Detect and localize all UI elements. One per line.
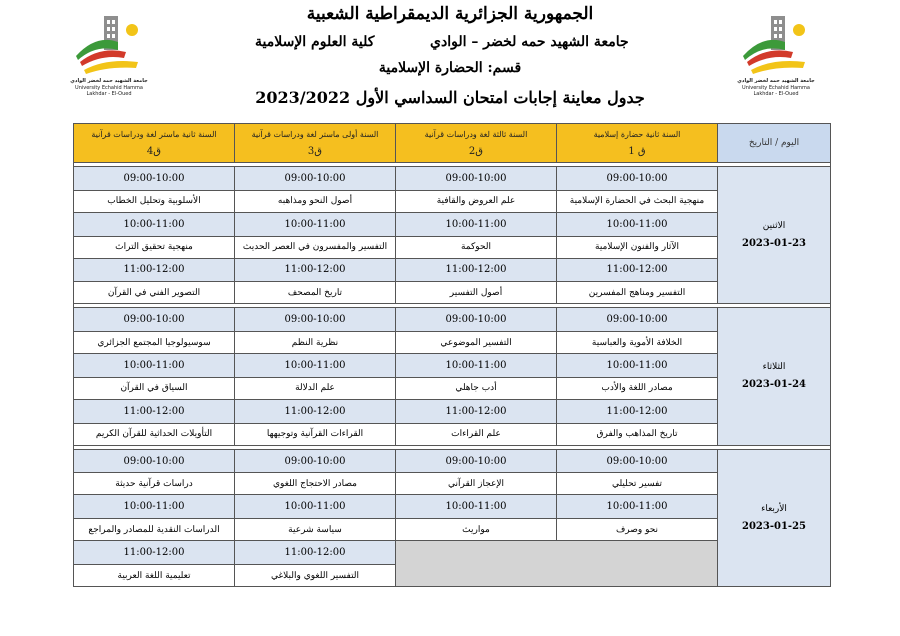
time-cell: 11:00-12:00 — [235, 399, 396, 423]
time-cell: 10:00-11:00 — [396, 354, 557, 378]
time-cell: 10:00-11:00 — [557, 495, 718, 519]
time-cell: 09:00-10:00 — [74, 167, 235, 191]
time-cell: 10:00-11:00 — [557, 212, 718, 236]
time-row — [74, 495, 831, 519]
logo-caption-ar: جامعة الشهيد حمه لخضر الوادي — [737, 78, 815, 84]
time-cell: 11:00-12:00 — [557, 258, 718, 282]
year-label: السنة ثانية ماستر لغة ودراسات قرآنية — [91, 130, 217, 139]
subject-cell: علم الدلالة — [235, 377, 396, 399]
university-logo-left — [66, 12, 152, 96]
subject-cell: علم القراءات — [396, 423, 557, 445]
day-cell — [718, 449, 831, 586]
year-label: السنة أولى ماستر لغة ودراسات قرآنية — [251, 130, 379, 139]
subject-row — [74, 473, 831, 495]
time-cell: 09:00-10:00 — [235, 449, 396, 473]
time-cell: 10:00-11:00 — [396, 495, 557, 519]
time-cell: 09:00-10:00 — [396, 308, 557, 332]
day-name: الأربعاء — [761, 503, 787, 514]
time-cell: 10:00-11:00 — [557, 354, 718, 378]
subject-row — [74, 282, 831, 304]
subject-cell: نحو وصرف — [557, 519, 718, 541]
empty-cell — [396, 541, 718, 587]
time-cell: 11:00-12:00 — [74, 541, 235, 565]
time-cell: 09:00-10:00 — [396, 167, 557, 191]
subject-cell: تاريخ المصحف — [235, 282, 396, 304]
subject-cell: سياسة شرعية — [235, 519, 396, 541]
subject-cell: الآثار والفنون الإسلامية — [557, 236, 718, 258]
subject-cell: التفسير الموضوعي — [396, 332, 557, 354]
subject-cell: أصول التفسير — [396, 282, 557, 304]
time-cell: 10:00-11:00 — [74, 212, 235, 236]
time-cell: 09:00-10:00 — [74, 308, 235, 332]
subject-cell: الإعجاز القرآني — [396, 473, 557, 495]
subject-cell: الأسلوبية وتحليل الخطاب — [74, 190, 235, 212]
subject-row — [74, 190, 831, 212]
subject-cell: السياق في القرآن — [74, 377, 235, 399]
subject-cell: سوسيولوجيا المجتمع الجزائري — [74, 332, 235, 354]
logo-caption-ar: جامعة الشهيد حمه لخضر الوادي — [70, 78, 148, 84]
hall-label: ق 1 — [628, 146, 646, 157]
subject-cell: أدب جاهلي — [396, 377, 557, 399]
subject-cell: تفسير تحليلي — [557, 473, 718, 495]
subject-row — [74, 377, 831, 399]
time-cell: 10:00-11:00 — [235, 354, 396, 378]
time-cell: 11:00-12:00 — [557, 399, 718, 423]
subject-cell: علم العروض والقافية — [396, 190, 557, 212]
department-name: قسم: الحضارة الإسلامية — [378, 60, 522, 76]
subject-cell: تعليمية اللغة العربية — [74, 565, 235, 587]
time-cell: 09:00-10:00 — [557, 449, 718, 473]
year-label: السنة ثالثة لغة ودراسات قرآنية — [424, 130, 528, 139]
day-date: 2023-01-25 — [742, 520, 806, 532]
day-cell — [718, 167, 831, 304]
subject-cell: دراسات قرآنية حديثة — [74, 473, 235, 495]
subject-cell: تاريخ المذاهب والفرق — [557, 423, 718, 445]
time-row — [74, 541, 831, 565]
time-cell: 10:00-11:00 — [235, 212, 396, 236]
year-label: السنة ثانية حضارة إسلامية — [593, 130, 681, 139]
time-cell: 10:00-11:00 — [74, 495, 235, 519]
time-cell: 11:00-12:00 — [235, 541, 396, 565]
subject-row — [74, 519, 831, 541]
logo-caption-en: University Echahid Hamma Lakhdar - El-Oued — [75, 85, 143, 97]
time-row — [74, 167, 831, 191]
time-cell: 11:00-12:00 — [74, 258, 235, 282]
time-cell: 10:00-11:00 — [396, 212, 557, 236]
time-cell: 11:00-12:00 — [235, 258, 396, 282]
day-name: الاثنين — [762, 221, 786, 232]
hall-label: ق2 — [468, 146, 484, 157]
subject-cell: مصادر الاحتجاج اللغوي — [235, 473, 396, 495]
time-row — [74, 212, 831, 236]
hall-label: ق4 — [146, 146, 162, 157]
column-header — [74, 124, 235, 163]
time-cell: 11:00-12:00 — [396, 258, 557, 282]
day-date: 2023-01-23 — [742, 238, 806, 250]
day-date-header: اليوم / التاريخ — [718, 124, 831, 163]
time-cell: 10:00-11:00 — [74, 354, 235, 378]
column-header — [396, 124, 557, 163]
time-cell: 09:00-10:00 — [557, 167, 718, 191]
time-row — [74, 449, 831, 473]
subject-cell: القراءات القرآنية وتوجيهها — [235, 423, 396, 445]
subject-cell: أصول النحو ومذاهبه — [235, 190, 396, 212]
subject-cell: منهجية البحث في الحضارة الإسلامية — [557, 190, 718, 212]
day-cell — [718, 308, 831, 445]
page-header — [0, 0, 900, 120]
subject-row — [74, 236, 831, 258]
time-cell: 09:00-10:00 — [396, 449, 557, 473]
university-logo-right — [733, 12, 819, 96]
time-row — [74, 399, 831, 423]
faculty-name: كلية العلوم الإسلامية — [255, 34, 375, 50]
time-cell: 11:00-12:00 — [74, 399, 235, 423]
time-cell: 09:00-10:00 — [557, 308, 718, 332]
subject-cell: الدراسات النقدية للمصادر والمراجع — [74, 519, 235, 541]
subject-row — [74, 332, 831, 354]
column-header — [557, 124, 718, 163]
logo-caption-en: University Echahid Hamma Lakhdar - El-Oued — [742, 85, 810, 97]
time-cell: 11:00-12:00 — [396, 399, 557, 423]
table-header-row — [74, 124, 831, 163]
exam-schedule-table — [73, 123, 831, 587]
time-cell: 10:00-11:00 — [235, 495, 396, 519]
time-cell: 09:00-10:00 — [235, 308, 396, 332]
republic-title: الجمهورية الجزائرية الديمقراطية الشعبية — [306, 4, 594, 24]
subject-cell: التفسير ومناهج المفسرين — [557, 282, 718, 304]
document-title: جدول معاينة إجابات امتحان السداسي الأول 2023/2022 — [255, 88, 645, 107]
day-date: 2023-01-24 — [742, 379, 806, 391]
subject-cell: مواريث — [396, 519, 557, 541]
subject-row — [74, 423, 831, 445]
time-cell: 09:00-10:00 — [235, 167, 396, 191]
time-cell: 09:00-10:00 — [74, 449, 235, 473]
subject-cell: الخلافة الأموية والعباسية — [557, 332, 718, 354]
subject-cell: التصوير الفني في القرآن — [74, 282, 235, 304]
subject-cell: التفسير والمفسرون في العصر الحديث — [235, 236, 396, 258]
time-row — [74, 258, 831, 282]
subject-cell: الحوكمة — [396, 236, 557, 258]
subject-cell: نظرية النظم — [235, 332, 396, 354]
column-header — [235, 124, 396, 163]
subject-cell: التأويلات الحداثية للقرآن الكريم — [74, 423, 235, 445]
time-row — [74, 354, 831, 378]
subject-cell: التفسير اللغوي والبلاغي — [235, 565, 396, 587]
university-name: جامعة الشهيد حمه لخضر – الوادي — [430, 34, 629, 50]
hall-label: ق3 — [307, 146, 323, 157]
subject-cell: مصادر اللغة والأدب — [557, 377, 718, 399]
subject-cell: منهجية تحقيق التراث — [74, 236, 235, 258]
day-name: الثلاثاء — [762, 362, 786, 373]
time-row — [74, 308, 831, 332]
